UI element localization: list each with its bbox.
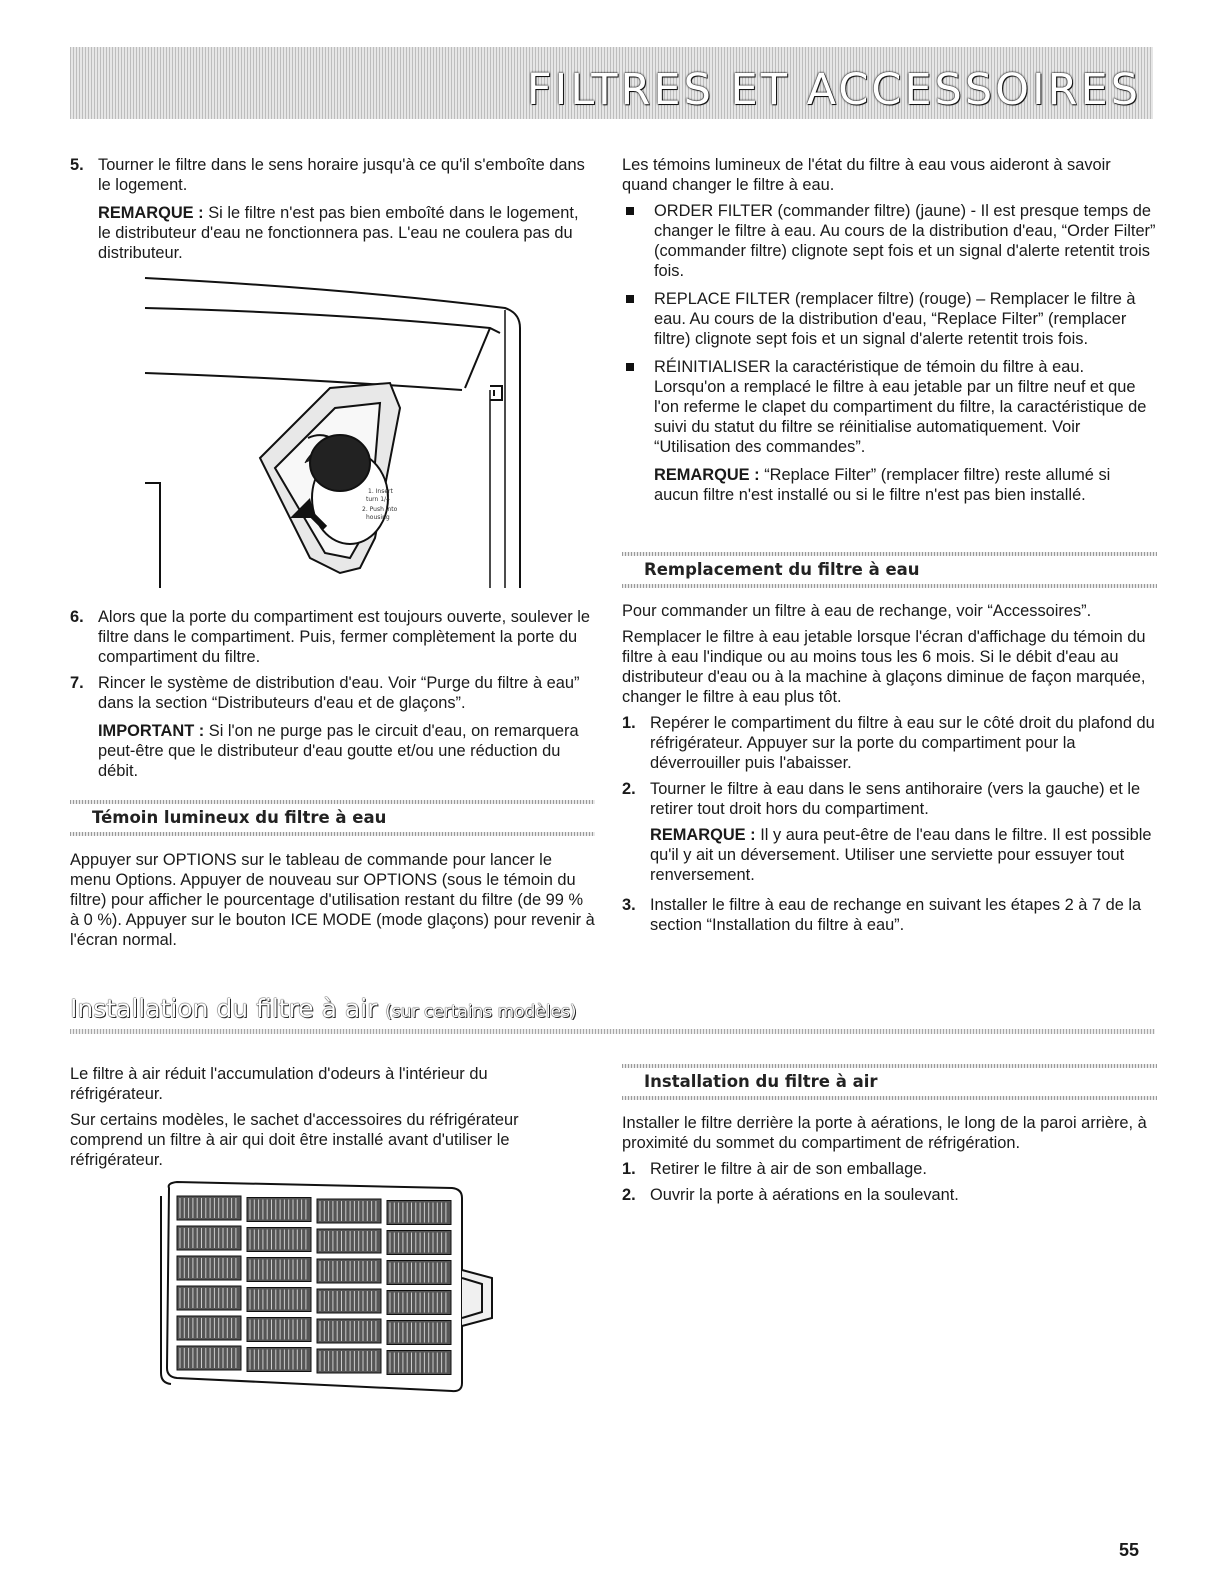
temoin-heading-bar xyxy=(70,800,595,836)
page-number: 55 xyxy=(1118,1540,1139,1560)
bullet-reset xyxy=(622,357,1157,457)
step5-note xyxy=(98,203,595,263)
a-step-2 xyxy=(622,1185,1157,1205)
step-number: 1. xyxy=(622,1160,636,1178)
r-step-1 xyxy=(622,713,1157,773)
air-sub-heading: Installation du filtre à air xyxy=(644,1072,878,1091)
label-line1: 1. Insert xyxy=(368,488,393,495)
label-line2: turn 1/4 xyxy=(366,496,390,503)
r-step2-note xyxy=(650,825,1157,885)
r-step-3 xyxy=(622,895,1157,935)
air-title-main: Installation du filtre à air xyxy=(70,994,378,1023)
note-label: REMARQUE : xyxy=(654,466,760,484)
label-line4: housing xyxy=(366,514,390,521)
note-text: Il y aura peut-être de l'eau dans le filtre. Il est possible qu'il y ait un déversement. Utiliser une serviette pour essuyer tout renversement. xyxy=(650,826,1152,884)
step-7 xyxy=(70,673,595,713)
right-column-top xyxy=(622,155,1157,505)
latch-icon xyxy=(490,386,502,400)
step-6 xyxy=(70,607,595,667)
air-filter-illustration xyxy=(157,1178,497,1400)
step-number: 2. xyxy=(622,1186,636,1204)
bullet-replace-filter xyxy=(622,289,1157,349)
air-p2: Sur certains modèles, le sachet d'accessoires du réfrigérateur comprend un filtre à air qui doit être installé avant d'utiliser le réfrigérateur. xyxy=(70,1111,519,1169)
step7-note xyxy=(98,721,595,781)
step-text: Ouvrir la porte à aérations en la soulevant. xyxy=(650,1186,959,1204)
note-text: “Replace Filter” (remplacer filtre) reste allumé si aucun filtre n'est installé ou si le filtre n'est pas bien installé. xyxy=(654,466,1111,504)
label-line3: 2. Push into xyxy=(362,506,398,513)
air-right-column xyxy=(622,1113,1157,1205)
step-number: 5. xyxy=(70,156,84,174)
air-sub-text: Installer le filtre derrière la porte à aérations, le long de la paroi arrière, à proximité du sommet du compartiment de réfrigération. xyxy=(622,1114,1147,1152)
step-number: 2. xyxy=(622,780,636,798)
air-sub-heading-bar xyxy=(622,1064,1157,1100)
remplacement-heading: Remplacement du filtre à eau xyxy=(644,560,920,579)
note-label: REMARQUE : xyxy=(650,826,756,844)
step-number: 6. xyxy=(70,608,84,626)
step-text: Tourner le filtre à eau dans le sens antihoraire (vers la gauche) et le retirer tout droit hors du compartiment. xyxy=(650,780,1141,818)
air-p1: Le filtre à air réduit l'accumulation d'odeurs à l'intérieur du réfrigérateur. xyxy=(70,1065,488,1103)
step-text: Repérer le compartiment du filtre à eau sur le côté droit du plafond du réfrigérateur. Appuyer sur la porte du compartiment pour la déverrouiller puis l'abaisser. xyxy=(650,714,1155,772)
right-column-remplacement xyxy=(622,601,1157,935)
step-text: Rincer le système de distribution d'eau. Voir “Purge du filtre à eau” dans la section “Distributeurs d'eau et de glaçons”. xyxy=(98,674,580,712)
bullet-text: RÉINITIALISER la caractéristique de témoin du filtre à eau. Lorsqu'on a remplacé le filtre à eau jetable par un filtre neuf et que l'on referme le clapet du compartiment du filtre, la caractéristique de suivi du statut du filtre se réinitialise automatiquement. Voir “Utilisation des commandes”. xyxy=(654,358,1147,456)
step-5 xyxy=(70,155,595,195)
note-label: REMARQUE : xyxy=(98,204,204,222)
air-left-column xyxy=(70,1064,570,1170)
step-number: 3. xyxy=(622,896,636,914)
a-step-1 xyxy=(622,1159,1157,1179)
step-number: 7. xyxy=(70,674,84,692)
remplacement-heading-bar xyxy=(622,552,1157,588)
remp-p2: Remplacer le filtre à eau jetable lorsque l'écran d'affichage du témoin du filtre à eau l'indique ou au moins tous les 6 mois. Si le débit d'eau au distributeur d'eau ou à la machine à glaçons diminue de façon marquée, changer le filtre à eau plus tôt. xyxy=(622,628,1146,706)
page-title: FILTRES ET ACCESSOIRES xyxy=(526,65,1141,115)
right-intro: Les témoins lumineux de l'état du filtre à eau vous aideront à savoir quand changer le filtre à eau. xyxy=(622,156,1111,194)
note-label: IMPORTANT : xyxy=(98,722,205,740)
step-text: Tourner le filtre dans le sens horaire jusqu'à ce qu'il s'emboîte dans le logement. xyxy=(98,156,585,194)
water-filter-illustration xyxy=(140,268,530,590)
remp-p1: Pour commander un filtre à eau de rechange, voir “Accessoires”. xyxy=(622,602,1092,620)
left-column-mid xyxy=(70,607,595,781)
note-text: Si l'on ne purge pas le circuit d'eau, on remarquera peut-être que le distributeur d'eau goutte et/ou une réduction du débit. xyxy=(98,722,579,780)
bullet-order-filter xyxy=(622,201,1157,281)
left-column-top xyxy=(70,155,595,263)
step-text: Alors que la porte du compartiment est toujours ouverte, soulever le filtre dans le compartiment. Puis, fermer complètement la porte du compartiment du filtre. xyxy=(98,608,590,666)
air-section-title xyxy=(70,994,1155,1023)
temoin-heading: Témoin lumineux du filtre à eau xyxy=(92,808,387,827)
step-text: Installer le filtre à eau de rechange en suivant les étapes 2 à 7 de la section “Installation du filtre à eau”. xyxy=(650,896,1142,934)
step-number: 1. xyxy=(622,714,636,732)
bullet-text: ORDER FILTER (commander filtre) (jaune) - Il est presque temps de changer le filtre à eau. Au cours de la distribution d'eau, “Order Filter” (commander filtre) clignote sept fois et un signal d'alerte retentit trois fois. xyxy=(654,202,1156,280)
temoin-text: Appuyer sur OPTIONS sur le tableau de commande pour lancer le menu Options. Appuyer de nouveau sur OPTIONS (sous le témoin du filtre) pour afficher le pourcentage d'utilisation restant du filtre (de 99 % à 0 %). Appuyer sur le bouton ICE MODE (mode glaçons) pour revenir à l'écran normal. xyxy=(70,851,595,949)
bullet-note xyxy=(654,465,1157,505)
left-column-temoin xyxy=(70,850,595,950)
step-text: Retirer le filtre à air de son emballage. xyxy=(650,1160,927,1178)
air-title-suffix: (sur certains modèles) xyxy=(385,1002,577,1022)
air-section-heading xyxy=(70,994,1155,1028)
header-banner xyxy=(70,47,1153,119)
note-text: Si le filtre n'est pas bien emboîté dans le logement, le distributeur d'eau ne fonctionnera pas. L'eau ne coulera pas du distributeur. xyxy=(98,204,579,262)
bullet-text: REPLACE FILTER (remplacer filtre) (rouge) – Remplacer le filtre à eau. Au cours de la distribution d'eau, “Replace Filter” (remplacer filtre) clignote sept fois et un signal d'alerte retentit trois fois. xyxy=(654,290,1136,348)
r-step-2 xyxy=(622,779,1157,819)
